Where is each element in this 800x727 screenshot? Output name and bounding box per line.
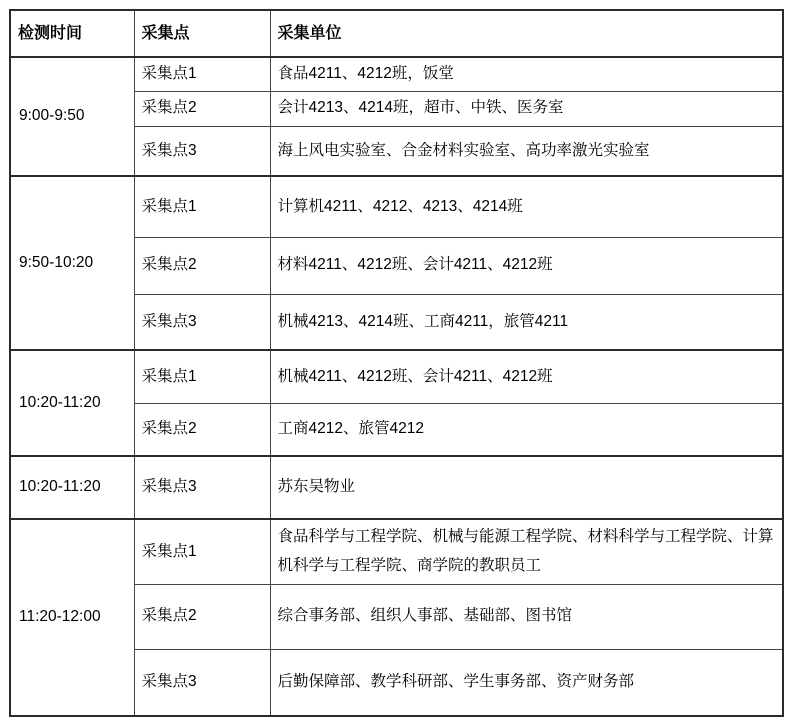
- unit-cell: 计算机4211、4212、4213、4214班: [270, 176, 783, 237]
- unit-cell: 工商4212、旅管4212: [270, 403, 783, 456]
- unit-cell: 海上风电实验室、合金材料实验室、高功率激光实验室: [270, 126, 783, 176]
- time-group-1: [10, 57, 783, 176]
- table-row: [10, 57, 783, 91]
- unit-cell: 苏东吴物业: [270, 456, 783, 519]
- unit-cell: 机械4213、4214班、工商4211，旅管4211: [270, 294, 783, 350]
- unit-cell: 会计4213、4214班，超市、中铁、医务室: [270, 91, 783, 126]
- time-group-4: [10, 456, 783, 519]
- point-cell: 采集点3: [134, 126, 270, 176]
- time-group-2: [10, 176, 783, 350]
- unit-cell: 食品4211、4212班，饭堂: [270, 57, 783, 91]
- header-row: [10, 10, 783, 57]
- time-group-3: [10, 350, 783, 456]
- column-header-point: 采集点: [134, 10, 270, 57]
- point-cell: 采集点3: [134, 294, 270, 350]
- schedule-table: [9, 9, 784, 717]
- point-cell: 采集点1: [134, 519, 270, 584]
- time-cell: 9:50-10:20: [10, 176, 134, 350]
- point-cell: 采集点2: [134, 237, 270, 294]
- column-header-unit: 采集单位: [270, 10, 783, 57]
- unit-cell: 综合事务部、组织人事部、基础部、图书馆: [270, 584, 783, 649]
- table-row: [10, 519, 783, 584]
- point-cell: 采集点1: [134, 350, 270, 403]
- unit-cell: 机械4211、4212班、会计4211、4212班: [270, 350, 783, 403]
- point-cell: 采集点2: [134, 91, 270, 126]
- point-cell: 采集点3: [134, 649, 270, 716]
- point-cell: 采集点3: [134, 456, 270, 519]
- table-row: [10, 456, 783, 519]
- unit-cell: 材料4211、4212班、会计4211、4212班: [270, 237, 783, 294]
- time-cell: 10:20-11:20: [10, 350, 134, 456]
- point-cell: 采集点2: [134, 584, 270, 649]
- point-cell: 采集点1: [134, 57, 270, 91]
- table-row: [10, 350, 783, 403]
- table-row: [10, 176, 783, 237]
- time-cell: 11:20-12:00: [10, 519, 134, 716]
- table-header: [10, 10, 783, 57]
- unit-cell: 后勤保障部、教学科研部、学生事务部、资产财务部: [270, 649, 783, 716]
- column-header-time: 检测时间: [10, 10, 134, 57]
- unit-cell: 食品科学与工程学院、机械与能源工程学院、材料科学与工程学院、计算机科学与工程学院、商学院的教职员工: [270, 519, 783, 584]
- point-cell: 采集点2: [134, 403, 270, 456]
- time-group-5: [10, 519, 783, 716]
- time-cell: 9:00-9:50: [10, 57, 134, 176]
- time-cell: 10:20-11:20: [10, 456, 134, 519]
- point-cell: 采集点1: [134, 176, 270, 237]
